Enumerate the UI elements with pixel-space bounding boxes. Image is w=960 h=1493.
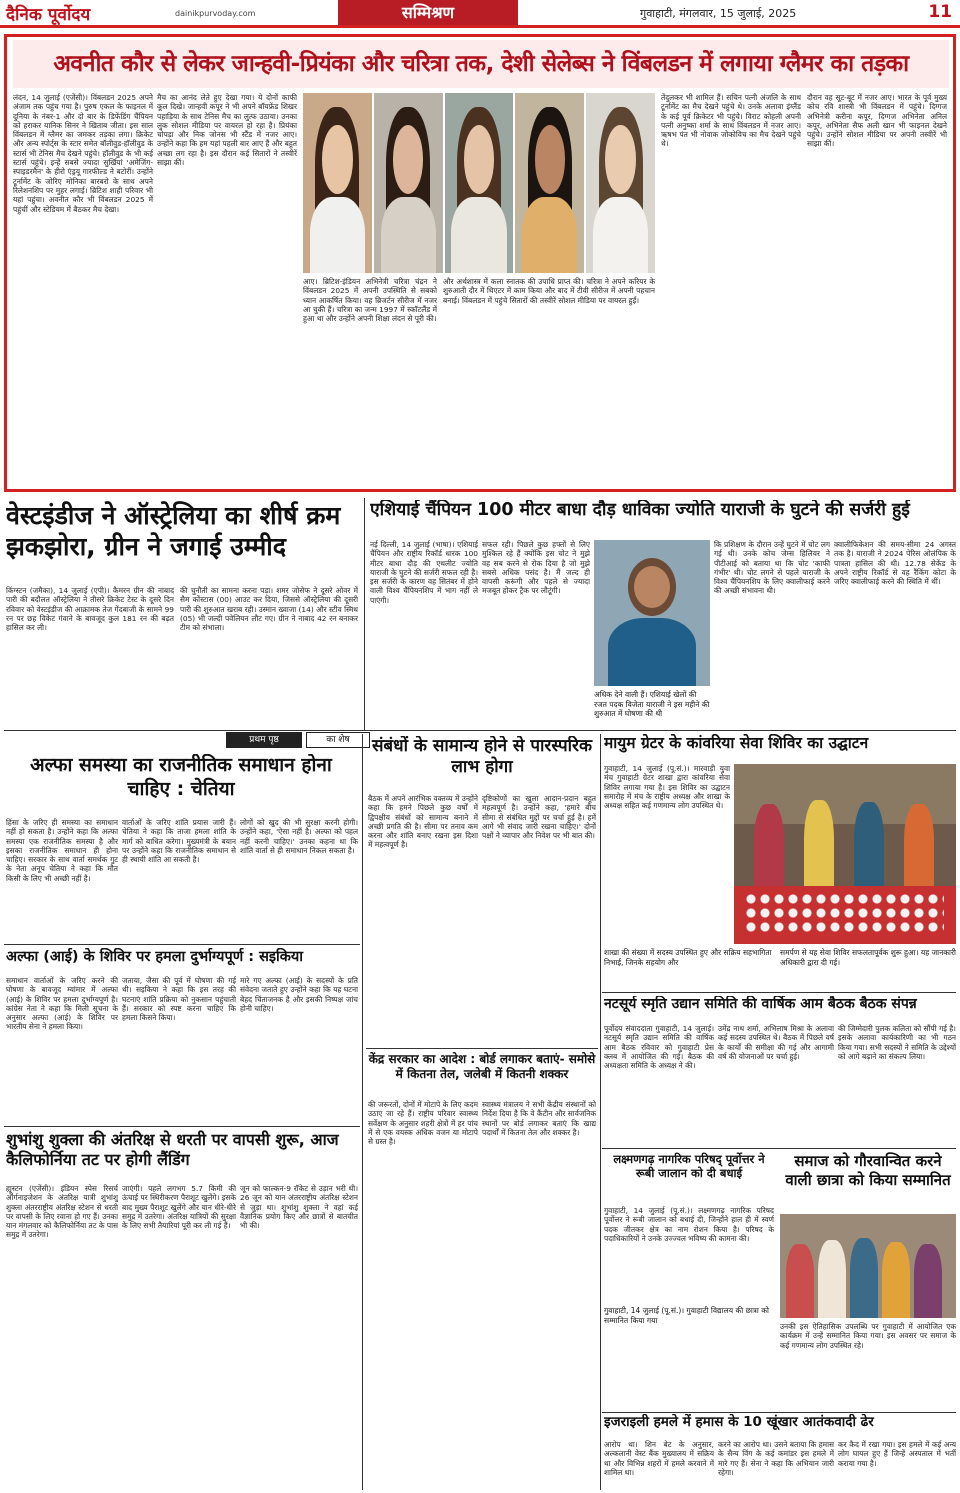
continuation-label-2: का शेष <box>306 732 370 748</box>
jyothi-text-col-4: क्वालीफिकेशन की समय-सीमा 24 अगस्त तक है। याराजी ने 2024 पेरिस ओलंपिक के पात्रता हासिल की थी। 12.78 सेकेंड के अपने राष्ट्रीय रिकॉर्ड से वह रैंकिंग कोटा के जरिए क्वालीफाई करने की स्थिति में थीं। <box>834 540 956 587</box>
kanwaria-camp-photo <box>734 764 956 944</box>
sugar-text-col-1: की जरूरतों, दोनों में मोटापे के लिए कदम उठाए जा रहे हैं। राष्ट्रीय परिवार स्वास्थ्य सर्वेक्षण के अनुसार शहरी क्षेत्रों में हर पांच में से एक वयस्क अधिक वजन या मोटापे से ग्रस्त है। <box>368 1100 478 1147</box>
rubi-headline: लक्ष्मणगढ़ नागरिक परिषद् पूर्वोत्तर ने रूबी जालान को दी बधाई <box>613 1152 765 1181</box>
lead-text-col-5: तेंदुलकर भी शामिल हैं। सचिन पत्नी अंजलि के साथ टूर्नामेंट का मैच देखने पहुंचे थे। उनके अलावा इंग्लैंड के कई पूर्व क्रिकेटर भी पहुंचे। विराट कोहली अपनी पत्नी अनुष्का शर्मा के साथ विंबलडन में नजर आए। ऋषभ पंत भी नोवाक जोकोविच का मैच देखने पहुंचे थे। <box>661 93 801 149</box>
wi-headline: वेस्टइंडीज ने ऑस्ट्रेलिया का शीर्ष क्रम झकझोरा, ग्रीन ने जगाई उम्मीद <box>6 501 341 562</box>
shubhanshu-text-col-1: ह्यूस्टन (एजेंसी)। इंडियन स्पेस रिसर्च ऑर्गनाइजेशन के अंतरिक्ष यात्री शुभांशु शुक्ला अंतरराष्ट्रीय अंतरिक्ष स्टेशन से धरती पर वापसी के लिए रवाना हो गए हैं। उनका यान मंगलवार को कैलिफोर्निया तट के पास समुद्र में उतरेगा। <box>6 1184 118 1240</box>
jyothi-text-col-1: नई दिल्ली, 14 जुलाई (भाषा)। एशियाई चैंपियन और राष्ट्रीय रिकॉर्ड धारक 100 मीटर बाधा दौड़ की एथलीट ज्योति याराजी के घुटने की सर्जरी सफल रही है। इस सर्जरी के कारण वह सितंबर में होने वाली विश्व चैंपियनशिप में भाग नहीं ले पाएंगी। <box>370 540 478 605</box>
lead-headline: अवनीत कौर से लेकर जान्हवी-प्रियंका और चरित्रा तक, देशी सेलेब्स ने विंबलडन में लगाया ग्लैमर का तड़का <box>13 40 949 88</box>
celebrity-photo <box>586 93 655 273</box>
website-url[interactable]: dainikpurvoday.com <box>175 9 256 18</box>
masthead <box>0 0 960 28</box>
shubhanshu-headline: शुभांशु शुक्ला की अंतरिक्ष से धरती पर वापसी शुरू, आज कैलिफोर्निया तट पर होगी लैंडिंग <box>6 1130 339 1169</box>
lead-text-col-2: मैच का आनंद लेते हुए देखा गया। ये दोनों काफी कूल दिखे। जान्हवी कपूर ने भी अपने बॉयफ्रेंड शिखर पहाड़िया के साथ टेनिस मैच का लुत्फ उठाया। उनका लुक सोशल मीडिया पर वायरल हो रहा है। प्रियंका चोपड़ा और निक जोनस भी स्टैंड में नजर आए। उन्होंने कहा कि हम यहां पहली बार आए हैं और बहुत अच्छा लग रहा है। इस दौरान कई सितारों ने तस्वीरें साझा कीं। <box>157 93 297 168</box>
jyothi-text-col-3: कि प्रशिक्षण के दौरान उन्हें घुटने में चोट लग गई थी। उनके कोच जेम्स हिलियर ने पीटीआई को बताया था कि चोट 'काफी गंभीर' थी। चोट लगने से पहले याराजी के विश्व चैंपियनशिप के लिए क्वालीफाई करने की अच्छी संभावना थी। <box>714 540 830 596</box>
agm-headline: नटसूर्य स्मृति उद्यान समिति की वार्षिक आम बैठक बैठक संपन्न <box>604 996 917 1012</box>
israel-text-col-3: कर कैद में रखा गया। इस हमले में कई अन्य लोग घायल हुए हैं जिन्हें अस्पताल में भर्ती कराया गया है। <box>838 1440 956 1468</box>
israel-text-col-1: आरोप था। शिन बेट के अनुसार, अल्कलानी वेस्ट बैंक मुख्यालय में सक्रिय था और विभिन्न शहरों में हमले करवाने में शामिल था। <box>604 1440 714 1477</box>
celebrity-photo <box>445 93 514 273</box>
agm-text-col-2: उमेंद्र नाथ शर्मा, अभिलाष मिश्रा के अलावा कई सदस्य उपस्थित थे। बैठक में पिछले वर्ष के कार्यों की समीक्षा की गई और आगामी वर्ष की योजनाओं पर चर्चा हुई। <box>718 1024 834 1061</box>
ulfa-text-col-1: समाधान वार्ताओं के जरिए करने की घोषणा के बावजूद म्यांमार में अल्फा (आई) के शिविर पर हमला दुर्भाग्यपूर्ण है। कांग्रेस नेता ने कहा कि मिली सूचना के अनुसार अल्फा (आई) के शिविर पर भारतीय सेना ने हमला किया। <box>6 976 118 1032</box>
relations-headline: संबंधों के सामान्य होने से पारस्परिक लाभ होगा <box>371 736 593 778</box>
agm-text-col-1: पूर्वोदय संवाददाता गुवाहाटी, 14 जुलाई। नटसूर्य स्मृति उद्यान समिति की वार्षिक आम बैठक रविवार को गुवाहाटी प्रेस क्लब में आयोजित की गई। बैठक की अध्यक्षता समिति के अध्यक्ष ने की। <box>604 1024 714 1071</box>
dateline: गुवाहाटी, मंगलवार, 15 जुलाई, 2025 <box>640 7 797 20</box>
relations-text-col-2: दृष्टिकोणों का खुला आदान-प्रदान बहुत महत्वपूर्ण है। उन्होंने कहा, 'हमारे बीच सीमा से संबंधित मुद्दों पर चर्चा हुई है। हमें आगे भी संवाद जारी रखना चाहिए।' दोनों पक्षों ने व्यापार और निवेश पर भी बात की। <box>482 794 596 841</box>
celebrity-photo <box>303 93 372 273</box>
jyothi-headline: एशियाई चैंपियन 100 मीटर बाधा दौड़ धाविका ज्योति याराजी के घुटने की सर्जरी हुई <box>370 500 910 520</box>
lead-text-col-3: आए। ब्रिटिश-इंडियन अभिनेत्री चरित्रा चंद्रन ने विंबलडन 2025 में अपनी उपस्थिति से सबको ध्यान आकर्षित किया। वह ब्रिजर्टन सीरीज में नजर आ चुकी हैं। चरित्रा का जन्म 1997 में स्कॉटलैंड में हुआ था और उन्होंने अपनी शिक्षा लंदन से पूरी की। <box>303 277 437 324</box>
alpha-text-col-1: हिंसा के जरिए ही समस्या का समाधान नहीं हो सकता है। उन्होंने कहा कि अल्फा समस्या एक राजनीतिक समस्या है और इसका राजनीतिक समाधान ही होना चाहिए। सरकार के साथ वार्ता समर्थक गुट के नेता अनूप चेतिया ने कहा कि मौत किसी के लिए भी अच्छी नहीं है। <box>6 818 118 883</box>
athlete-photo-caption: अधिक देने वाली हैं। एशियाई खेलों की रजत पदक विजेता याराजी ने इस महीने की शुरुआत में घोषणा की थी <box>594 690 710 718</box>
alpha-text-col-2: वार्ताओं के जरिए शांति प्रयास जारी हैं। चेतिया ने कहा कि ताजा हमला शांति के मार्ग को बाधित करेगा। मुख्यमंत्री के बयान पर उन्होंने कहा कि राजनीतिक समाधान से ही स्थायी शांति आ सकती है। <box>122 818 236 865</box>
lead-text-col-4: और अर्थशास्त्र में कला स्नातक की उपाधि प्राप्त की। चरित्रा ने अपने करियर के शुरुआती दौर में थिएटर में काम किया और बाद में टीवी सीरीज में अपनी पहचान बनाई। विंबलडन में पहुंचे सितारों की तस्वीरें सोशल मीडिया पर वायरल हुईं। <box>443 277 655 305</box>
kanwaria-headline: मायुम ग्रेटर के कांवरिया सेवा शिविर का उद्घाटन <box>604 734 869 752</box>
page-number: 11 <box>928 2 952 22</box>
ulfa-text-col-3: मारे गए अल्फा (आई) के सदस्यों के प्रति संवेदना जताते हुए उन्होंने कहा कि यह घटना बेहद चिंताजनक है और इसकी निष्पक्ष जांच होनी चाहिए। <box>240 976 358 1013</box>
sugar-text-col-2: स्वास्थ्य मंत्रालय ने सभी केंद्रीय संस्थानों को निर्देश दिया है कि वे कैंटीन और सार्वजनिक स्थानों पर बोर्ड लगाकर बताएं कि खाद्य पदार्थों में कितना तेल और शक्कर है। <box>482 1100 596 1137</box>
newspaper-logo: दैनिक पूर्वोदय <box>6 5 91 25</box>
shubhanshu-text-col-2: जाएंगी। पहले लगभग 5.7 किमी की ऊंचाई पर स्थिरीकरण पैराशूट खुलेंगे। इसके बाद मुख्य पैराशूट खुलेंगे और यान धीरे-धीरे समुद्र में उतरेगा। अंतरिक्ष यात्रियों की सुरक्षा के लिए सभी तैयारियां पूरी कर ली गई हैं। <box>122 1184 236 1231</box>
sugar-headline: केंद्र सरकार का आदेश : बोर्ड लगाकर बताएं- समोसे में कितना तेल, जलेबी में कितनी शक्कर <box>368 1052 596 1081</box>
section-title: सम्मिश्रण <box>338 0 518 25</box>
athlete-photo <box>594 540 710 686</box>
celebrity-photo <box>515 93 584 273</box>
honor-text-col-2: उनकी इस ऐतिहासिक उपलब्धि पर गुवाहाटी में आयोजित एक कार्यक्रम में उन्हें सम्मानित किया गया। इस अवसर पर समाज के कई गणमान्य लोग उपस्थित रहे। <box>780 1322 956 1350</box>
lead-text-col-6: दौरान वह सूट-बूट में नजर आए। भारत के पूर्व मुख्य कोच रवि शास्त्री भी विंबलडन में पहुंचे। दिग्गज अभिनेत्री करीना कपूर, दिग्गज अभिनेता अनिल कपूर, अभिनेता सैफ अली खान भी फाइनल देखने पहुंचे। उन्होंने सोशल मीडिया पर अपनी तस्वीरें भी साझा कीं। <box>807 93 947 149</box>
alpha-headline: अल्फा समस्या का राजनीतिक समाधान होना चाहिए : चेतिया <box>30 754 332 800</box>
wi-text-col-2: की चुनौती का सामना करना पड़ा। शमर जोसेफ ने दूसरे ओवर में सैम कोंस्टास (00) आउट कर दिया, जिससे ऑस्ट्रेलिया की दूसरी पारी की शुरुआत खराब रही। उस्मान ख्वाजा (14) और स्टीव स्मिथ (05) भी जल्दी पवेलियन लौट गए। ग्रीन ने नाबाद 42 रन बनाकर टीम को संभाला। <box>180 586 358 633</box>
rubi-text-col-1: गुवाहाटी, 14 जुलाई (पू.सं.)। लक्ष्मणगढ़ नागरिक परिषद पूर्वोत्तर ने रूबी जालान को बधाई दी, जिन्होंने हाल ही में स्वर्ण पदक जीतकर क्षेत्र का नाम रोशन किया है। परिषद के पदाधिकारियों ने उनके उज्ज्वल भविष्य की कामना की। <box>604 1206 774 1243</box>
celebrity-photo <box>374 93 443 273</box>
israel-headline: इजराइली हमले में हमास के 10 खूंखार आतंकवादी ढेर <box>604 1414 874 1430</box>
ulfa-text-col-2: जताया, जैसा की पूर्व में घोषणा की गई थी। सइकिया ने कहा कि इस तरह की घटनाएं शांति प्रक्रिया को नुकसान पहुंचाती हैं। सरकार को स्पष्ट करना चाहिए कि हमला किसने किया। <box>122 976 236 1023</box>
honor-headline: समाज को गौरवान्वित करने वाली छात्रा को किया सम्मानित <box>785 1152 951 1189</box>
israel-text-col-2: करने का आरोप था। उसने बताया कि हमास के सैन्य विंग के कई कमांडर इस हमले में मारे गए हैं। सेना ने कहा कि अभियान जारी रहेगा। <box>718 1440 834 1477</box>
shubhanshu-text-col-3: जून को फाल्कन-9 रॉकेट से उड़ान भरी थी। 26 जून को यान अंतरराष्ट्रीय अंतरिक्ष स्टेशन से जुड़ा था। शुभांशु शुक्ला ने वहां कई वैज्ञानिक प्रयोग किए और छात्रों से बातचीत भी की। <box>240 1184 358 1231</box>
celebrity-photo-strip <box>303 93 655 273</box>
lead-story <box>4 34 956 492</box>
continuation-label: प्रथम पृष्ठ <box>226 732 302 748</box>
alpha-text-col-3: लोगों को खुद की भी सुरक्षा करनी होगी। उन्होंने कहा, 'ऐसा नहीं है। अल्फा को पहल नहीं करनी चाहिए।' उनका कहना था कि शांति वार्ता से ही समाधान निकल सकता है। <box>240 818 358 855</box>
wi-text-col-1: किंग्स्टन (जमैका), 14 जुलाई (एपी)। कैमरन ग्रीन की नाबाद पारी की बदौलत ऑस्ट्रेलिया ने तीसरे क्रिकेट टेस्ट के दूसरे दिन रविवार को वेस्टइंडीज की आक्रामक तेज गेंदबाजी के सामने 99 रन पर छह विकेट गंवाने के बावजूद कुल 181 रन की बढ़त हासिल कर ली। <box>6 586 174 633</box>
ulfa-headline: अल्फा (आई) के शिविर पर हमला दुर्भाग्यपूर्ण : सइकिया <box>6 949 304 965</box>
front-page-continuation-tag <box>226 732 374 748</box>
jyothi-text-col-2: सफल रही। पिछले कुछ हफ्तों से लिए मुश्किल रहे हैं क्योंकि इस चोट ने मुझे वह सब करने से रोक दिया है जो मुझे सबसे अधिक पसंद है। मैं जल्द ही वापसी करूंगी और पहले से ज्यादा मजबूत होकर ट्रैक पर लौटूंगी। <box>482 540 590 596</box>
kanwaria-caption-2: समर्पण से यह सेवा शिविर सफलतापूर्वक शुरू हुआ। यह जानकारी अधिकारी द्वारा दी गई। <box>780 948 956 967</box>
kanwaria-caption-1: शाखा की संख्या में सदस्य उपस्थित हुए और सक्रिय सहभागिता निभाई, जिनके सहयोग और <box>604 948 772 967</box>
kanwaria-text-col-1: गुवाहाटी, 14 जुलाई (पू.सं.)। मारवाड़ी युवा मंच गुवाहाटी ग्रेटर शाखा द्वारा कांवरिया सेवा शिविर लगाया गया है। इस शिविर का उद्घाटन समारोह में मंच के राष्ट्रीय अध्यक्ष और शाखा के अध्यक्ष सहित कई गणमान्य लोग उपस्थित थे। <box>604 764 730 811</box>
honor-group-photo <box>780 1214 956 1318</box>
honor-photo-caption: गुवाहाटी, 14 जुलाई (पू.सं.)। गुवाहाटी विद्यालय की छात्रा को सम्मानित किया गया <box>604 1306 769 1325</box>
lead-text-col-1: लंदन, 14 जुलाई (एजेंसी)। विंबलडन 2025 अपने अंजाम तक पहुंच गया है। पुरुष एकल के फाइनल में दुनिया के नंबर-1 और दो बार के डिफेंडिंग चैंपियन को हराकर यानिक सिनर ने खिताब जीता। इस साल विंबलडन में ग्लैमर का जमकर तड़का लगा। क्रिकेट और अन्य स्पोर्ट्स के स्टार समेत बॉलीवुड-हॉलीवुड के स्टार्स भी टेनिस मैच देखने पहुंचे। हॉलीवुड के भी कई स्टार्स पहुंचे। इन्हें सबसे ज्यादा सुर्खियां 'अमेजिंग-स्पाइडरमैन' के हीरो एंड्रयू गारफील्ड ने बटोरीं। उन्होंने टूर्नामेंट के जोरिए मोनिका बारबरो के साथ अपने रिलेशनशिप पर मुहर लगाई। ब्रिटिश शाही परिवार भी यहां पहुंचा। अवनीत कौर भी विंबलडन 2025 में पहुंचीं और स्टेडियम में बैठकर मैच देखा। <box>13 93 153 214</box>
agm-text-col-3: की जिम्मेदारी पुलक कलिता को सौंपी गई है। इसके अलावा कार्यकारिणी का भी गठन किया गया। सभी सदस्यों ने समिति के उद्देश्यों को आगे बढ़ाने का संकल्प लिया। <box>838 1024 956 1061</box>
relations-text-col-1: बैठक में अपने आरंभिक वक्तव्य में उन्होंने कहा कि हमने पिछले कुछ वर्षों में द्विपक्षीय संबंधों को सामान्य बनाने में अच्छी प्रगति की है। सीमा पर तनाव कम करना और शांति बनाए रखना इस दिशा में महत्वपूर्ण है। <box>368 794 478 850</box>
